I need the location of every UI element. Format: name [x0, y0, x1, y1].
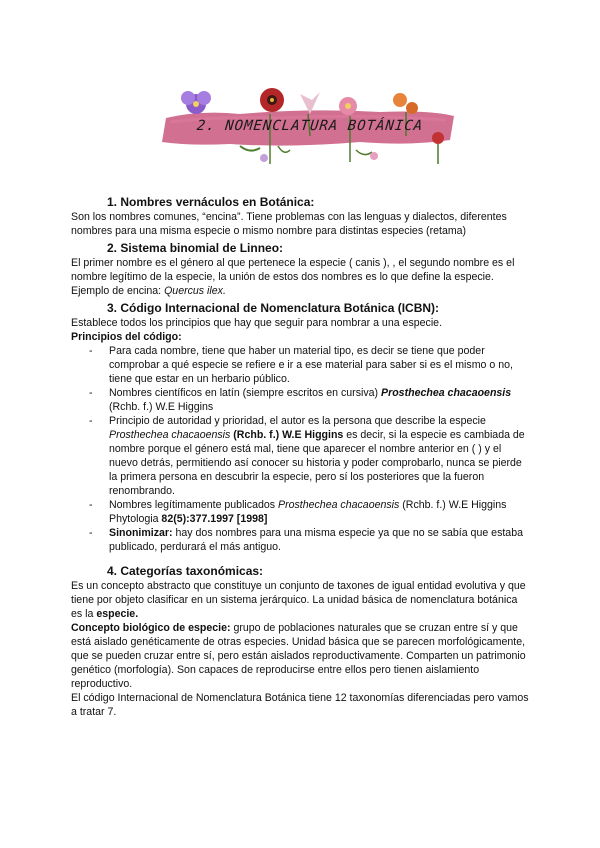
section-4-text-3: El código Internacional de Nomenclatura Botánica tiene 12 taxonomías diferenciadas pero vamos a tratar 7.	[71, 692, 529, 718]
banner-title: 2. NOMENCLATURA BOTÁNICA	[196, 118, 424, 134]
section-heading-3: 3. Código Internacional de Nomenclatura Botánica (ICBN):	[107, 301, 440, 315]
red-flower-icon	[260, 88, 284, 112]
section-4-text-1: Es un concepto abstracto que constituye un conjunto de taxones de igual entidad evolutiva y que tiene por objeto clasificar en un sistema jerárquico. La unidad básica de nomenclatura botánica es la especie.	[71, 580, 526, 620]
list-item: - Principio de autoridad y prioridad, el autor es la persona que describe la especie Prosthechea chacaoensis (Rchb. f.) W.E Higgins es decir, si la especie es cambiada de nombre porque el género está mal, tiene que aparecer el nombre anterior en ( ) y el nuevo detrás, permitiendo así conocer su historia y poder comprobarlo, nunca se pierde la primera persona en descubrir la especie, pero sí los posteriores que la fueron renombrando.	[89, 415, 525, 497]
section-heading-4: 4. Categorías taxonómicas:	[107, 564, 264, 578]
section-heading-2: 2. Sistema binomial de Linneo:	[107, 241, 284, 255]
list-item: - Para cada nombre, tiene que haber un material tipo, es decir se tiene que poder comprobar a qué especie se refiere e ir a ese material para saber si es el mismo o no, tiene que estar en un herbario público.	[89, 345, 513, 385]
section-heading-1: 1. Nombres vernáculos en Botánica:	[107, 195, 315, 209]
title-banner	[160, 84, 458, 168]
document-body	[71, 194, 531, 719]
list-item: - Nombres legítimamente publicados Prosthechea chacaoensis (Rchb. f.) W.E Higgins Phytologia 82(5):377.1997 [1998]	[89, 499, 507, 525]
list-item: - Sinonimizar: hay dos nombres para una misma especie ya que no se sabía que estaba publicado, perdurará el más antiguo.	[89, 527, 523, 553]
section-4-text-2: Concepto biológico de especie: grupo de poblaciones naturales que se cruzan entre sí y que está aislado genéticamente de otras especies. Unidad básica que se parecen morfológicamente, que se pueden cruzar entre sí, pero están aislados reproductivamente. Comparten un patrimonio genético (morfología). Son capaces de reproducirse entre ellos pero tienen aislamiento reproductivo.	[71, 622, 526, 690]
list-item: - Nombres científicos en latín (siempre escritos en cursiva) Prosthechea chacaoensis (Rchb. f.) W.E Higgins	[89, 387, 512, 413]
section-1-text: Son los nombres comunes, “encina”. Tiene problemas con las lenguas y dialectos, diferentes nombres para una misma especie o mismo nombre para distintas especies (retama)	[71, 211, 507, 237]
section-3-intro: Establece todos los principios que hay que seguir para nombrar a una especie.	[71, 317, 443, 329]
section-2-text: El primer nombre es el género al que pertenece la especie ( canis ), , el segundo nombre es el nombre legítimo de la especie, la unión de estos dos nombres es lo que define la especie.	[71, 257, 515, 283]
pink-flower-icon	[339, 97, 357, 115]
principles-list	[71, 344, 531, 554]
purple-flower-icon	[181, 91, 211, 114]
principles-label: Principios del código:	[71, 331, 182, 343]
section-2-example: Ejemplo de encina: Quercus ilex.	[71, 285, 226, 297]
small-red-flower-icon	[432, 132, 444, 164]
